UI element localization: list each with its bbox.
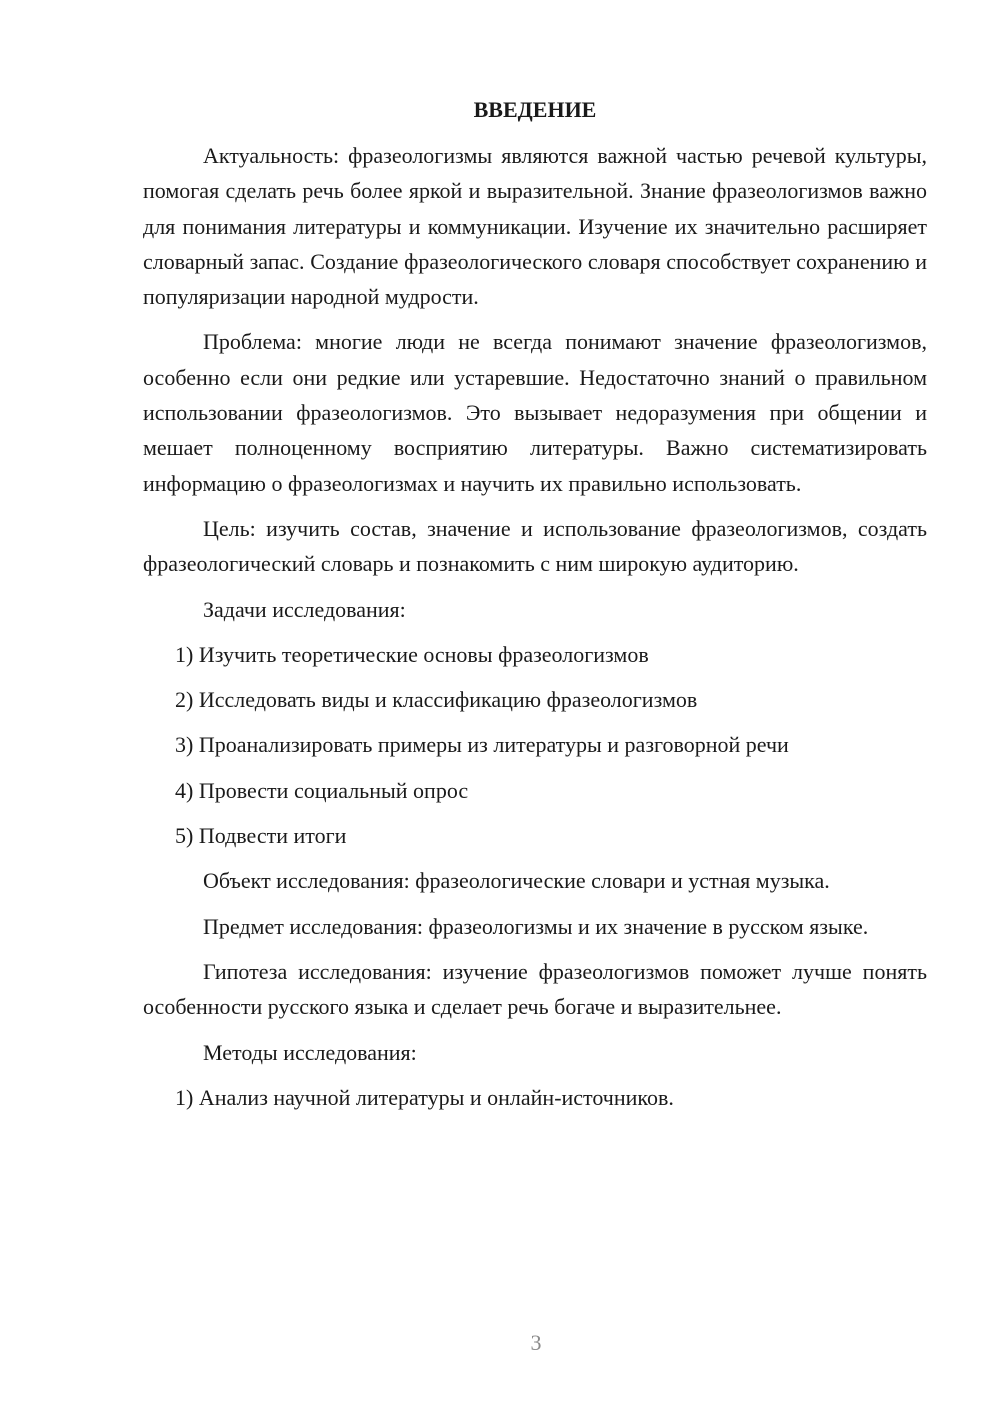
method-item: 1) Анализ научной литературы и онлайн-источников. bbox=[175, 1084, 674, 1110]
methods-title: Методы исследования: bbox=[203, 1039, 417, 1065]
task-item: 4) Провести социальный опрос bbox=[175, 777, 469, 803]
subject-paragraph: Предмет исследования: фразеологизмы и их значение в русском языке. bbox=[203, 913, 869, 939]
problem-paragraph: Проблема: многие люди не всегда понимают значение фразеологизмов, особенно если они редкие или устаревшие. Недостаточно знаний о правильном использовании фразеологизмов. Это вызывает недоразумения при общении и мешает полноценному восприятию литературы. Важно систематизировать информацию о фразеологизмах и научить их правильно использовать. bbox=[143, 329, 927, 496]
section-heading: ВВЕДЕНИЕ bbox=[473, 97, 597, 122]
methods-list bbox=[143, 1080, 927, 1115]
task-item: 5) Подвести итоги bbox=[175, 823, 347, 849]
task-item: 3) Проанализировать примеры из литературы и разговорной речи bbox=[175, 732, 789, 758]
document-page bbox=[143, 90, 927, 1125]
object-paragraph: Объект исследования: фразеологические словари и устная музыка. bbox=[203, 868, 830, 894]
task-item: 2) Исследовать виды и классификацию фразеологизмов bbox=[175, 687, 698, 713]
page-number: 3 bbox=[530, 1330, 542, 1355]
task-item: 1) Изучить теоретические основы фразеологизмов bbox=[175, 641, 649, 667]
tasks-title: Задачи исследования: bbox=[203, 596, 406, 622]
goal-paragraph: Цель: изучить состав, значение и использование фразеологизмов, создать фразеологический словарь и познакомить с ним широкую аудиторию. bbox=[143, 515, 927, 577]
tasks-list bbox=[143, 637, 927, 853]
relevance-paragraph: Актуальность: фразеологизмы являются важной частью речевой культуры, помогая сделать речь более яркой и выразительной. Знание фразеологизмов важно для понимания литературы и коммуникации. Изучение их значительно расширяет словарный запас. Создание фразеологического словаря способствует сохранению и популяризации народной мудрости. bbox=[143, 143, 927, 310]
hypothesis-paragraph: Гипотеза исследования: изучение фразеологизмов поможет лучше понять особенности русского языка и сделает речь богаче и выразительнее. bbox=[143, 958, 927, 1020]
